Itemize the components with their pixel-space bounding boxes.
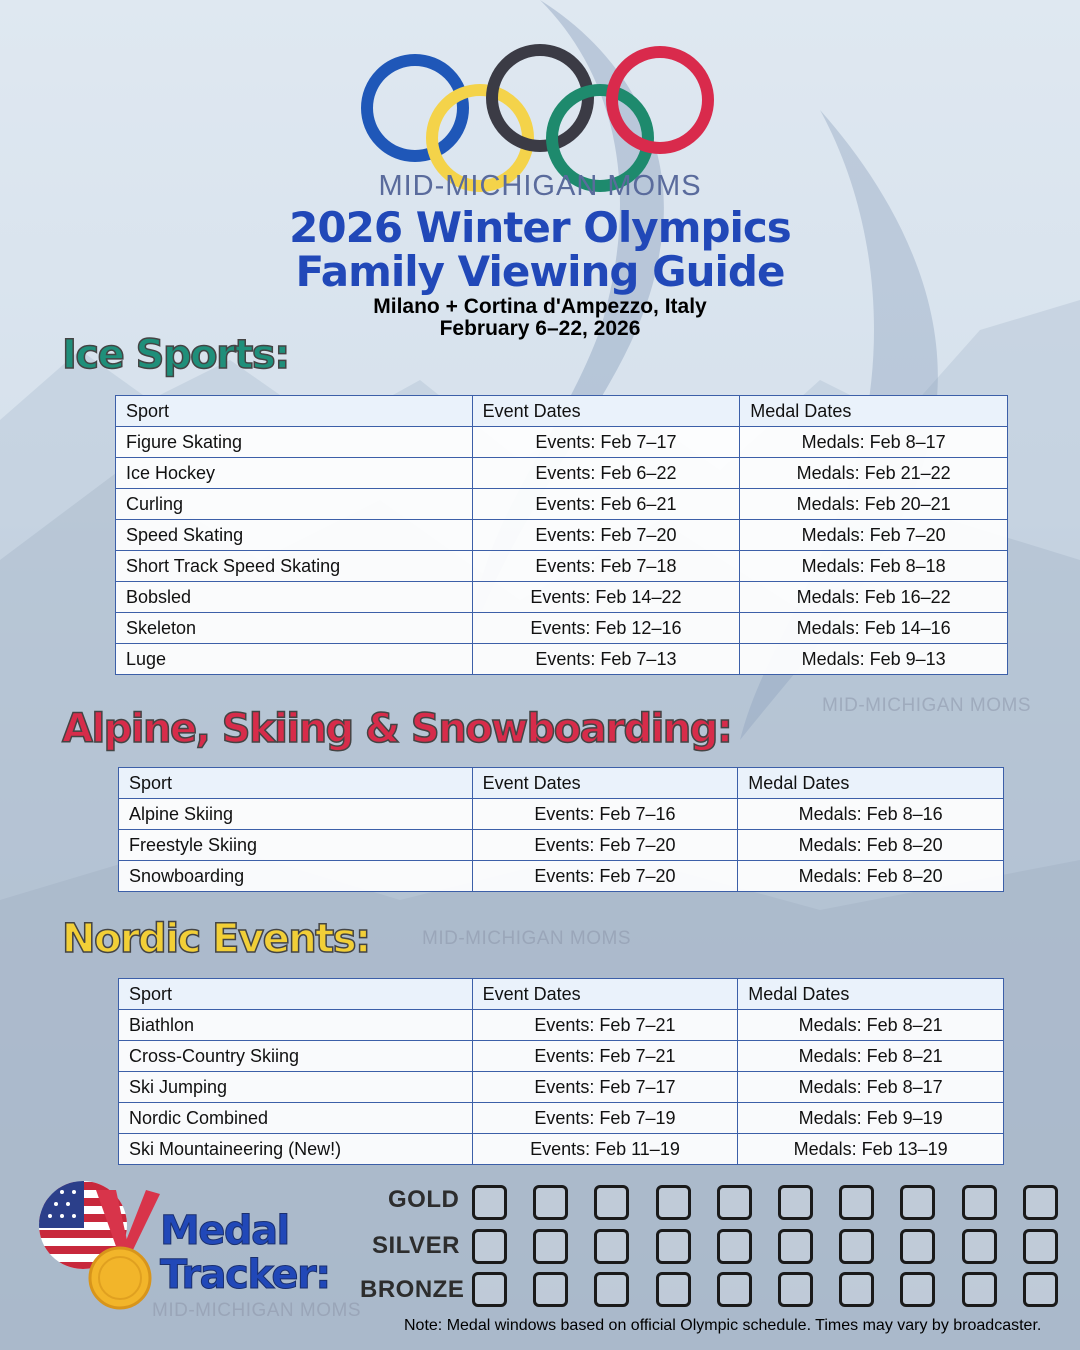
sport-cell: Speed Skating <box>116 520 473 551</box>
header-events: Event Dates <box>472 768 738 799</box>
events-cell: Events: Feb 14–22 <box>472 582 740 613</box>
bronze-medal-checkbox[interactable] <box>778 1272 813 1307</box>
medals-cell: Medals: Feb 8–16 <box>738 799 1004 830</box>
events-cell: Events: Feb 6–21 <box>472 489 740 520</box>
medals-cell: Medals: Feb 9–13 <box>740 644 1008 675</box>
silver-medal-checkbox[interactable] <box>656 1229 691 1264</box>
bronze-medal-checkbox[interactable] <box>594 1272 629 1307</box>
sport-cell: Alpine Skiing <box>119 799 473 830</box>
table-row <box>119 1041 1004 1072</box>
silver-medal-checkbox[interactable] <box>1023 1229 1058 1264</box>
table-row <box>119 830 1004 861</box>
silver-medal-checkbox[interactable] <box>533 1229 568 1264</box>
sport-cell: Luge <box>116 644 473 675</box>
gold-medal-checkbox[interactable] <box>778 1185 813 1220</box>
table-row <box>116 582 1008 613</box>
silver-medal-checkbox[interactable] <box>900 1229 935 1264</box>
bronze-medal-checkbox[interactable] <box>962 1272 997 1307</box>
medals-cell: Medals: Feb 7–20 <box>740 520 1008 551</box>
silver-medal-checkbox[interactable] <box>962 1229 997 1264</box>
table-row <box>116 520 1008 551</box>
medals-cell: Medals: Feb 14–16 <box>740 613 1008 644</box>
silver-medal-checkbox[interactable] <box>472 1229 507 1264</box>
header-medals: Medal Dates <box>740 396 1008 427</box>
medals-cell: Medals: Feb 9–19 <box>738 1103 1004 1134</box>
silver-medal-checkbox[interactable] <box>778 1229 813 1264</box>
medals-cell: Medals: Feb 8–20 <box>738 861 1004 892</box>
flag-medal-icon <box>28 1180 168 1315</box>
sport-cell: Bobsled <box>116 582 473 613</box>
gold-label: GOLD <box>388 1186 460 1213</box>
sport-cell: Skeleton <box>116 613 473 644</box>
table-row <box>116 613 1008 644</box>
bronze-medal-checkbox[interactable] <box>1023 1272 1058 1307</box>
sport-cell: Cross-Country Skiing <box>119 1041 473 1072</box>
gold-medal-checkbox[interactable] <box>594 1185 629 1220</box>
header-medals: Medal Dates <box>738 979 1004 1010</box>
silver-medal-checkbox[interactable] <box>594 1229 629 1264</box>
sport-cell: Nordic Combined <box>119 1103 473 1134</box>
sport-cell: Freestyle Skiing <box>119 830 473 861</box>
alpine-table <box>118 767 1004 892</box>
medal-tracker-title-line2: Tracker: <box>160 1252 330 1298</box>
sport-cell: Ski Mountaineering (New!) <box>119 1134 473 1165</box>
table-row <box>119 1103 1004 1134</box>
events-cell: Events: Feb 7–18 <box>472 551 740 582</box>
gold-medal-checkbox[interactable] <box>533 1185 568 1220</box>
page-title-line2: Family Viewing Guide <box>295 247 785 296</box>
bronze-medal-checkbox[interactable] <box>656 1272 691 1307</box>
gold-medal-checkbox[interactable] <box>962 1185 997 1220</box>
medals-cell: Medals: Feb 8–17 <box>740 427 1008 458</box>
events-cell: Events: Feb 7–16 <box>472 799 738 830</box>
table-header-row <box>119 979 1004 1010</box>
events-cell: Events: Feb 7–20 <box>472 830 738 861</box>
table-header-row <box>116 396 1008 427</box>
bronze-medal-checkbox[interactable] <box>472 1272 507 1307</box>
silver-label: SILVER <box>372 1232 460 1259</box>
header-medals: Medal Dates <box>738 768 1004 799</box>
events-cell: Events: Feb 7–17 <box>472 427 740 458</box>
bronze-medal-checkbox[interactable] <box>533 1272 568 1307</box>
medals-cell: Medals: Feb 13–19 <box>738 1134 1004 1165</box>
medals-cell: Medals: Feb 8–17 <box>738 1072 1004 1103</box>
nordic-table <box>118 978 1004 1165</box>
gold-medal-checkbox[interactable] <box>717 1185 752 1220</box>
gold-medal-checkbox[interactable] <box>839 1185 874 1220</box>
sport-cell: Ski Jumping <box>119 1072 473 1103</box>
sport-cell: Short Track Speed Skating <box>116 551 473 582</box>
header-sport: Sport <box>116 396 473 427</box>
events-cell: Events: Feb 11–19 <box>472 1134 738 1165</box>
table-row <box>116 489 1008 520</box>
medals-cell: Medals: Feb 8–21 <box>738 1041 1004 1072</box>
gold-medal-checkbox[interactable] <box>1023 1185 1058 1220</box>
header-sport: Sport <box>119 979 473 1010</box>
bronze-medal-checkbox[interactable] <box>900 1272 935 1307</box>
events-cell: Events: Feb 7–20 <box>472 520 740 551</box>
table-row <box>119 1134 1004 1165</box>
silver-medal-checkbox[interactable] <box>839 1229 874 1264</box>
footnote: Note: Medal windows based on official Olympic schedule. Times may vary by broadcaster. <box>404 1317 1042 1334</box>
table-row <box>116 427 1008 458</box>
table-row <box>119 1010 1004 1041</box>
sport-cell: Figure Skating <box>116 427 473 458</box>
gold-medal-checkbox[interactable] <box>900 1185 935 1220</box>
events-cell: Events: Feb 7–20 <box>472 861 738 892</box>
sport-cell: Snowboarding <box>119 861 473 892</box>
medals-cell: Medals: Feb 8–20 <box>738 830 1004 861</box>
watermark: MID-MICHIGAN MOMS <box>422 928 632 949</box>
gold-medal-checkbox[interactable] <box>472 1185 507 1220</box>
table-row <box>119 861 1004 892</box>
events-cell: Events: Feb 7–17 <box>472 1072 738 1103</box>
header-events: Event Dates <box>472 979 738 1010</box>
brand-name: MID-MICHIGAN MOMS <box>378 170 702 202</box>
bronze-medal-checkbox[interactable] <box>717 1272 752 1307</box>
table-row <box>116 551 1008 582</box>
events-cell: Events: Feb 7–13 <box>472 644 740 675</box>
events-cell: Events: Feb 7–21 <box>472 1041 738 1072</box>
watermark: MID-MICHIGAN MOMS <box>822 695 1032 716</box>
watermark: MID-MICHIGAN MOMS <box>152 1300 362 1321</box>
location-text: Milano + Cortina d'Ampezzo, Italy <box>373 295 707 318</box>
table-row <box>116 458 1008 489</box>
alpine-heading: Alpine, Skiing & Snowboarding: <box>62 706 732 752</box>
bronze-label: BRONZE <box>360 1276 465 1303</box>
gold-medal-checkbox[interactable] <box>656 1185 691 1220</box>
ice-sports-heading: Ice Sports: <box>62 332 289 378</box>
events-cell: Events: Feb 7–19 <box>472 1103 738 1134</box>
medals-cell: Medals: Feb 8–18 <box>740 551 1008 582</box>
sport-cell: Ice Hockey <box>116 458 473 489</box>
medals-cell: Medals: Feb 8–21 <box>738 1010 1004 1041</box>
sport-cell: Biathlon <box>119 1010 473 1041</box>
page-title-line1: 2026 Winter Olympics <box>289 203 791 252</box>
table-row <box>119 799 1004 830</box>
table-row <box>116 644 1008 675</box>
table-row <box>119 1072 1004 1103</box>
medals-cell: Medals: Feb 16–22 <box>740 582 1008 613</box>
header-sport: Sport <box>119 768 473 799</box>
events-cell: Events: Feb 6–22 <box>472 458 740 489</box>
ice-sports-table <box>115 395 1008 675</box>
bronze-medal-checkbox[interactable] <box>839 1272 874 1307</box>
table-header-row <box>119 768 1004 799</box>
dates-text: February 6–22, 2026 <box>439 317 641 340</box>
medal-tracker-title-line1: Medal <box>160 1208 289 1254</box>
events-cell: Events: Feb 12–16 <box>472 613 740 644</box>
header-events: Event Dates <box>472 396 740 427</box>
medals-cell: Medals: Feb 21–22 <box>740 458 1008 489</box>
events-cell: Events: Feb 7–21 <box>472 1010 738 1041</box>
medals-cell: Medals: Feb 20–21 <box>740 489 1008 520</box>
nordic-heading: Nordic Events: <box>62 916 370 962</box>
silver-medal-checkbox[interactable] <box>717 1229 752 1264</box>
sport-cell: Curling <box>116 489 473 520</box>
